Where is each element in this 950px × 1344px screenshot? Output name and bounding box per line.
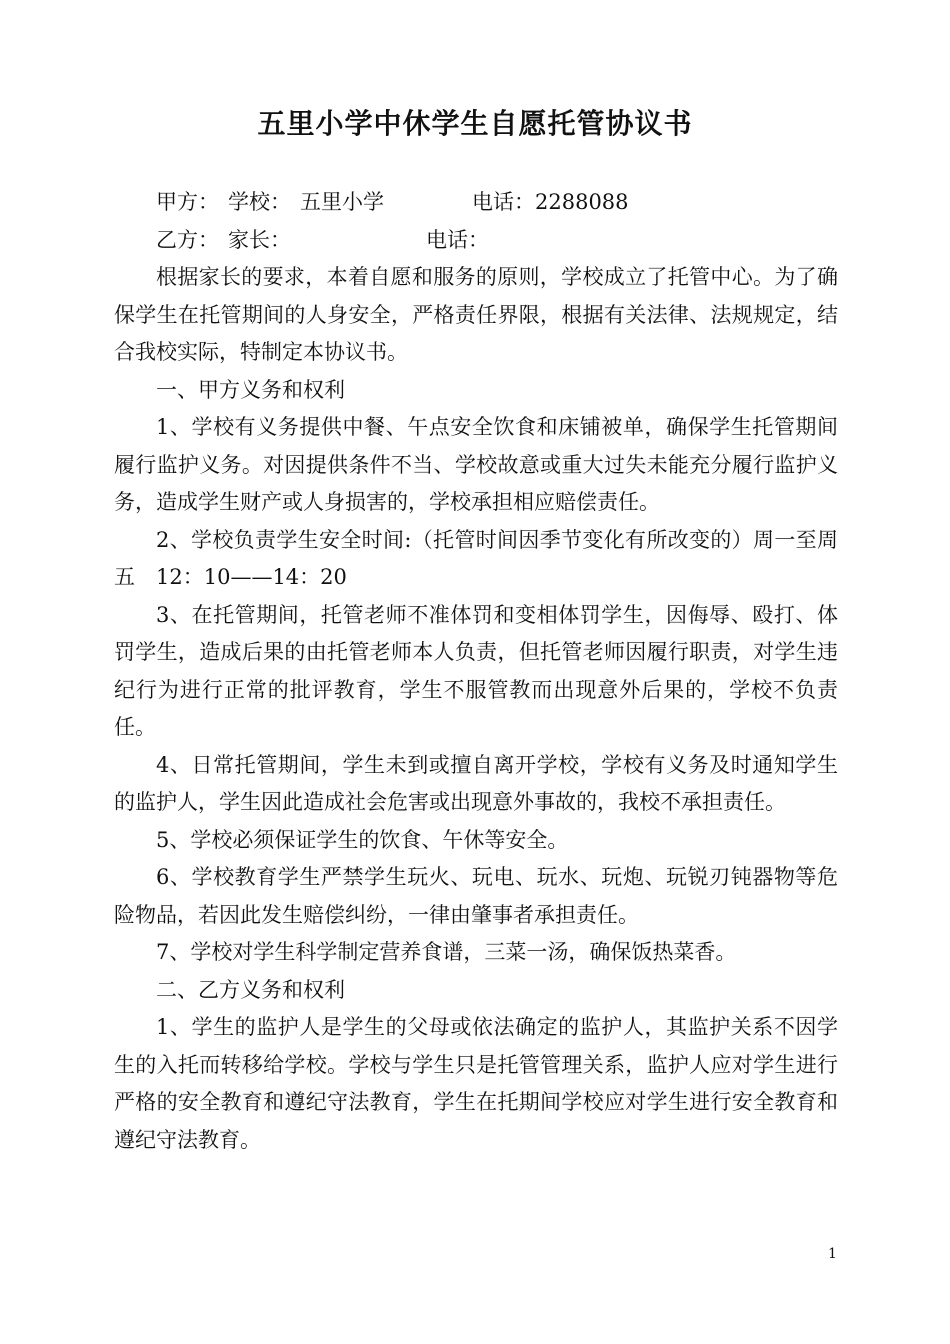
clause-a-1: 1、学校有义务提供中餐、午点安全饮食和床铺被单，确保学生托管期间履行监护义务。对因提供条件不当、学校故意或重大过失未能充分履行监护义务，造成学生财产或人身损害的，学校承担相应赔偿责任。 [114, 415, 838, 514]
paragraph-intro: 根据家长的要求，本着自愿和服务的原则，学校成立了托管中心。为了确保学生在托管期间的人身安全，严格责任界限，根据有关法律、法规规定，结合我校实际，特制定本协议书。 [114, 265, 838, 364]
clause-a-2: 2、学校负责学生安全时间:（托管时间因季节变化有所改变的）周一至周五 12：10——14：20 [114, 527, 838, 589]
clause-a-7: 7、学校对学生科学制定营养食谱，三菜一汤，确保饭热菜香。 [156, 940, 737, 964]
section-heading-party-a: 一、甲方义务和权利 [156, 377, 345, 402]
party-b-role: 家长： [228, 227, 291, 252]
party-a-phone-label: 电话： [472, 190, 535, 214]
party-a-phone: 2288088 [535, 190, 629, 214]
clause-a-5: 5、学校必须保证学生的饮食、午休等安全。 [156, 827, 569, 852]
party-b-line [114, 222, 838, 260]
section-heading-party-b: 二、乙方义务和权利 [156, 977, 345, 1002]
document-body [114, 184, 838, 1159]
clause-a-3: 3、在托管期间，托管老师不准体罚和变相体罚学生，因侮辱、殴打、体罚学生，造成后果的由托管老师本人负责，但托管老师因履行职责，对学生违纪行为进行正常的批评教育，学生不服管教而出现意外后果的，学校不负责任。 [114, 602, 838, 739]
party-b-name [300, 222, 426, 260]
party-b-phone-label: 电话： [426, 227, 489, 252]
page-number: 1 [828, 1246, 837, 1262]
party-a-label: 甲方： [156, 190, 219, 214]
clause-b-1: 1、学生的监护人是学生的父母或依法确定的监护人，其监护关系不因学生的入托而转移给学校。学校与学生只是托管管理关系，监护人应对学生进行严格的安全教育和遵纪守法教育，学生在托期间学校应对学生进行安全教育和遵纪守法教育。 [114, 1015, 838, 1152]
party-a-role: 学校： [228, 190, 291, 214]
party-b-label: 乙方： [156, 227, 219, 252]
party-a-name: 五里小学 [300, 190, 384, 214]
clause-a-4: 4、日常托管期间，学生未到或擅自离开学校，学校有义务及时通知学生的监护人，学生因此造成社会危害或出现意外事故的，我校不承担责任。 [114, 752, 838, 814]
document-title: 五里小学中休学生自愿托管协议书 [257, 107, 693, 140]
clause-a-6: 6、学校教育学生严禁学生玩火、玩电、玩水、玩炮、玩锐刃钝器物等危险物品，若因此发生赔偿纠纷，一律由肇事者承担责任。 [114, 865, 838, 927]
party-a-line [114, 184, 838, 222]
